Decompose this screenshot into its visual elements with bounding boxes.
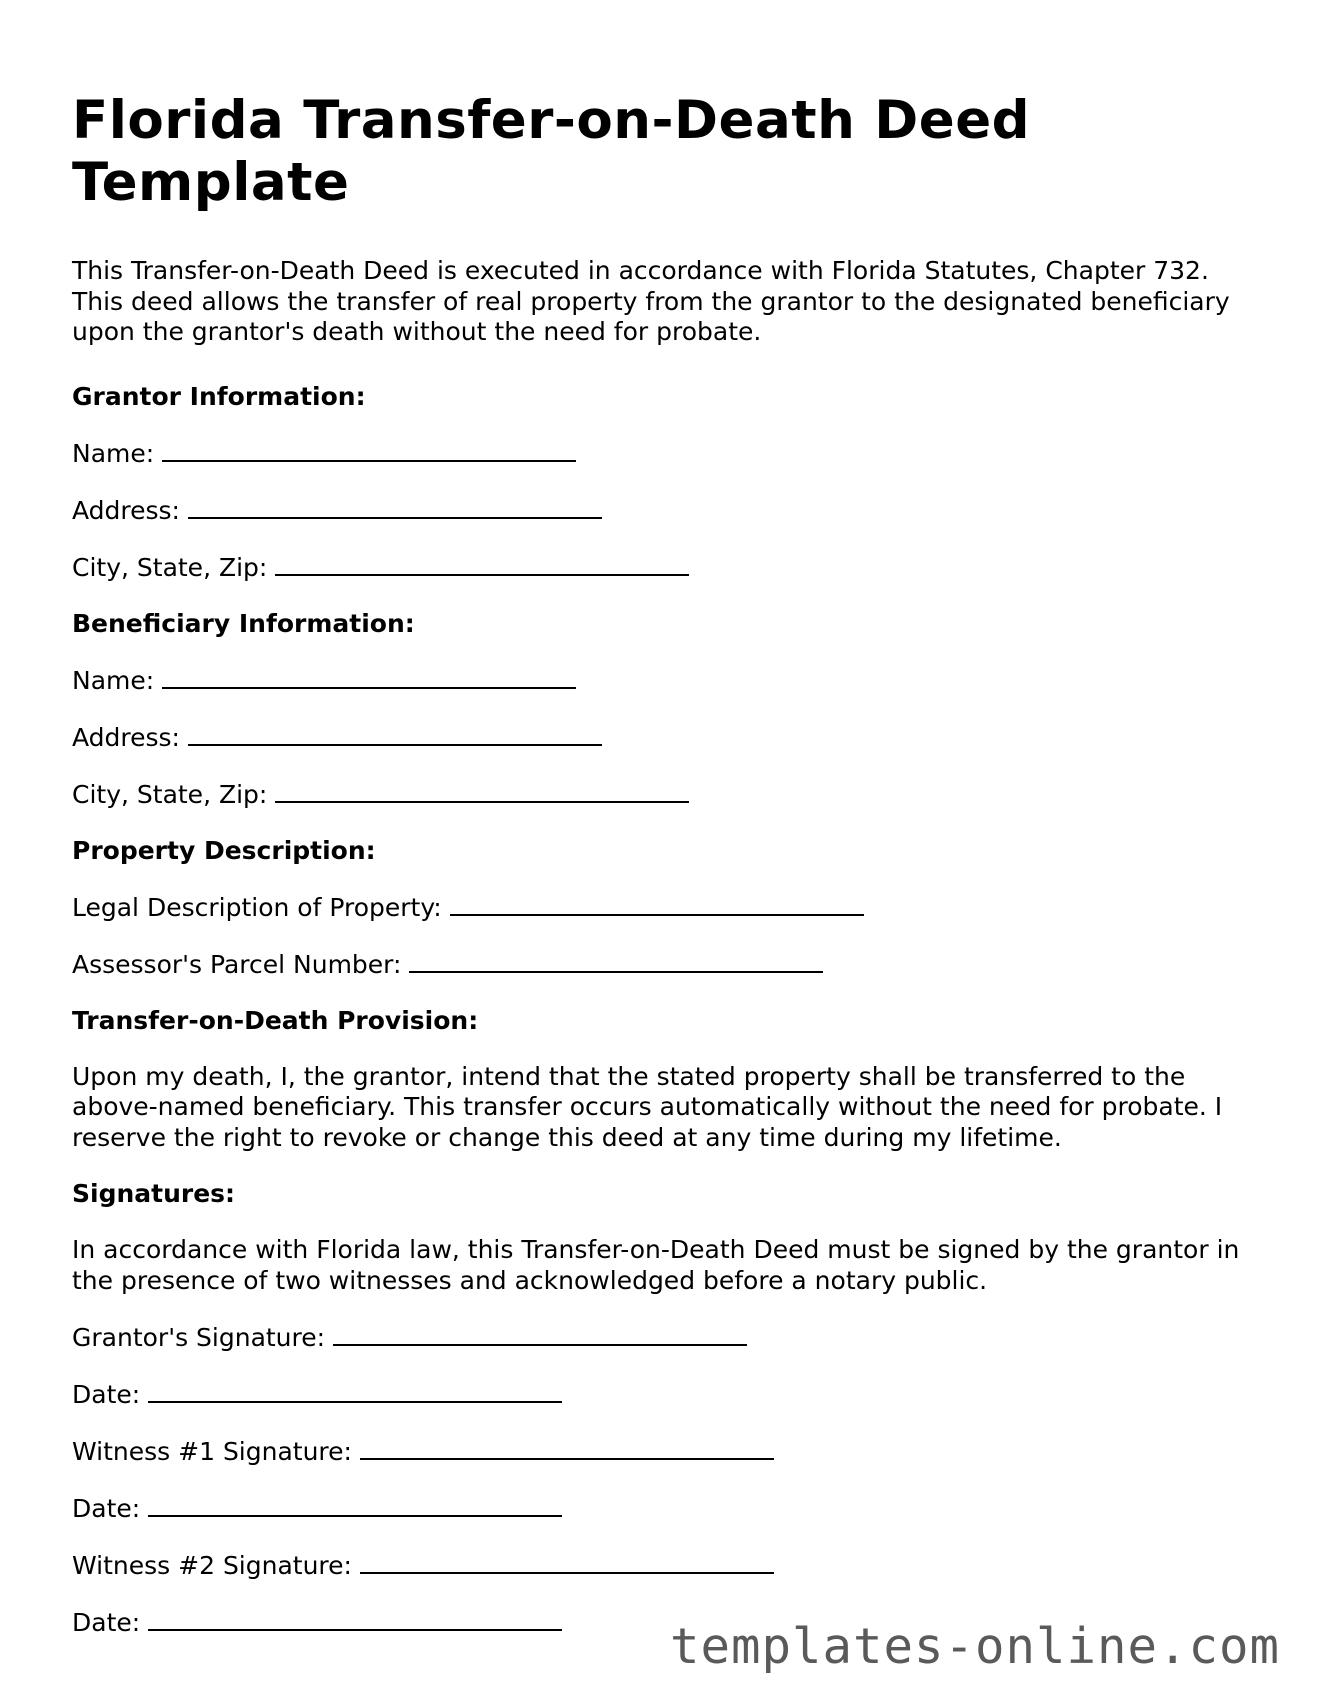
grantor-date-label: Date: (72, 1380, 141, 1409)
witness1-date-field (72, 1493, 1252, 1524)
beneficiary-heading: Beneficiary Information: (72, 608, 415, 638)
grantor-address-label: Address: (72, 495, 180, 525)
grantor-name-label: Name: (72, 438, 155, 468)
parcel-number-label: Assessor's Parcel Number: (72, 949, 402, 979)
witness1-signature-label: Witness #1 Signature: (72, 1437, 352, 1466)
grantor-city-blank[interactable] (275, 552, 689, 576)
beneficiary-address-field (72, 722, 1252, 753)
grantor-name-blank[interactable] (162, 438, 576, 462)
beneficiary-name-field (72, 665, 1252, 696)
witness2-date-label: Date: (72, 1608, 141, 1637)
legal-description-label: Legal Description of Property: (72, 892, 442, 922)
grantor-name-field (72, 438, 1252, 469)
signatures-paragraph: In accordance with Florida law, this Transfer-on-Death Deed must be signed by the grantor in the presence of two witnesses and acknowledged before a notary public. (72, 1235, 1240, 1295)
witness2-date-blank[interactable] (148, 1607, 562, 1631)
intro-paragraph: This Transfer-on-Death Deed is executed in accordance with Florida Statutes, Chapter 732. This deed allows the transfer of real property from the grantor to the designated beneficiary upon the grantor's death without the need for probate. (72, 256, 1230, 346)
grantor-address-blank[interactable] (188, 495, 602, 519)
document-title: Florida Transfer-on-Death Deed Template (72, 90, 1031, 213)
witness2-signature-label: Witness #2 Signature: (72, 1551, 352, 1580)
witness2-signature-blank[interactable] (360, 1550, 774, 1574)
beneficiary-address-blank[interactable] (188, 722, 602, 746)
grantor-heading: Grantor Information: (72, 381, 366, 411)
grantor-signature-blank[interactable] (333, 1322, 747, 1346)
provision-heading: Transfer-on-Death Provision: (72, 1005, 479, 1035)
document-page (72, 90, 1252, 1664)
grantor-date-blank[interactable] (148, 1379, 562, 1403)
grantor-signature-label: Grantor's Signature: (72, 1323, 326, 1352)
grantor-signature-field (72, 1322, 1252, 1353)
legal-description-blank[interactable] (450, 892, 864, 916)
witness1-date-blank[interactable] (148, 1493, 562, 1517)
property-heading: Property Description: (72, 835, 376, 865)
grantor-address-field (72, 495, 1252, 526)
grantor-date-field (72, 1379, 1252, 1410)
beneficiary-city-blank[interactable] (275, 779, 689, 803)
beneficiary-name-blank[interactable] (162, 665, 576, 689)
beneficiary-address-label: Address: (72, 722, 180, 752)
legal-description-field (72, 892, 1252, 923)
witness2-signature-field (72, 1550, 1252, 1581)
grantor-city-field (72, 552, 1252, 583)
provision-paragraph: Upon my death, I, the grantor, intend that the stated property shall be transferred to the above-named beneficiary. This transfer occurs automatically without the need for probate. I reserve the right to revoke or change this deed at any time during my lifetime. (72, 1061, 1223, 1152)
beneficiary-name-label: Name: (72, 665, 155, 695)
beneficiary-city-field (72, 779, 1252, 810)
watermark-text: templates-online.com (669, 1618, 1280, 1675)
grantor-city-label: City, State, Zip: (72, 552, 268, 582)
witness1-signature-field (72, 1436, 1252, 1467)
parcel-number-blank[interactable] (409, 949, 823, 973)
parcel-number-field (72, 949, 1252, 980)
witness1-signature-blank[interactable] (360, 1436, 774, 1460)
beneficiary-city-label: City, State, Zip: (72, 779, 268, 809)
signatures-heading: Signatures: (72, 1179, 236, 1208)
witness1-date-label: Date: (72, 1494, 141, 1523)
